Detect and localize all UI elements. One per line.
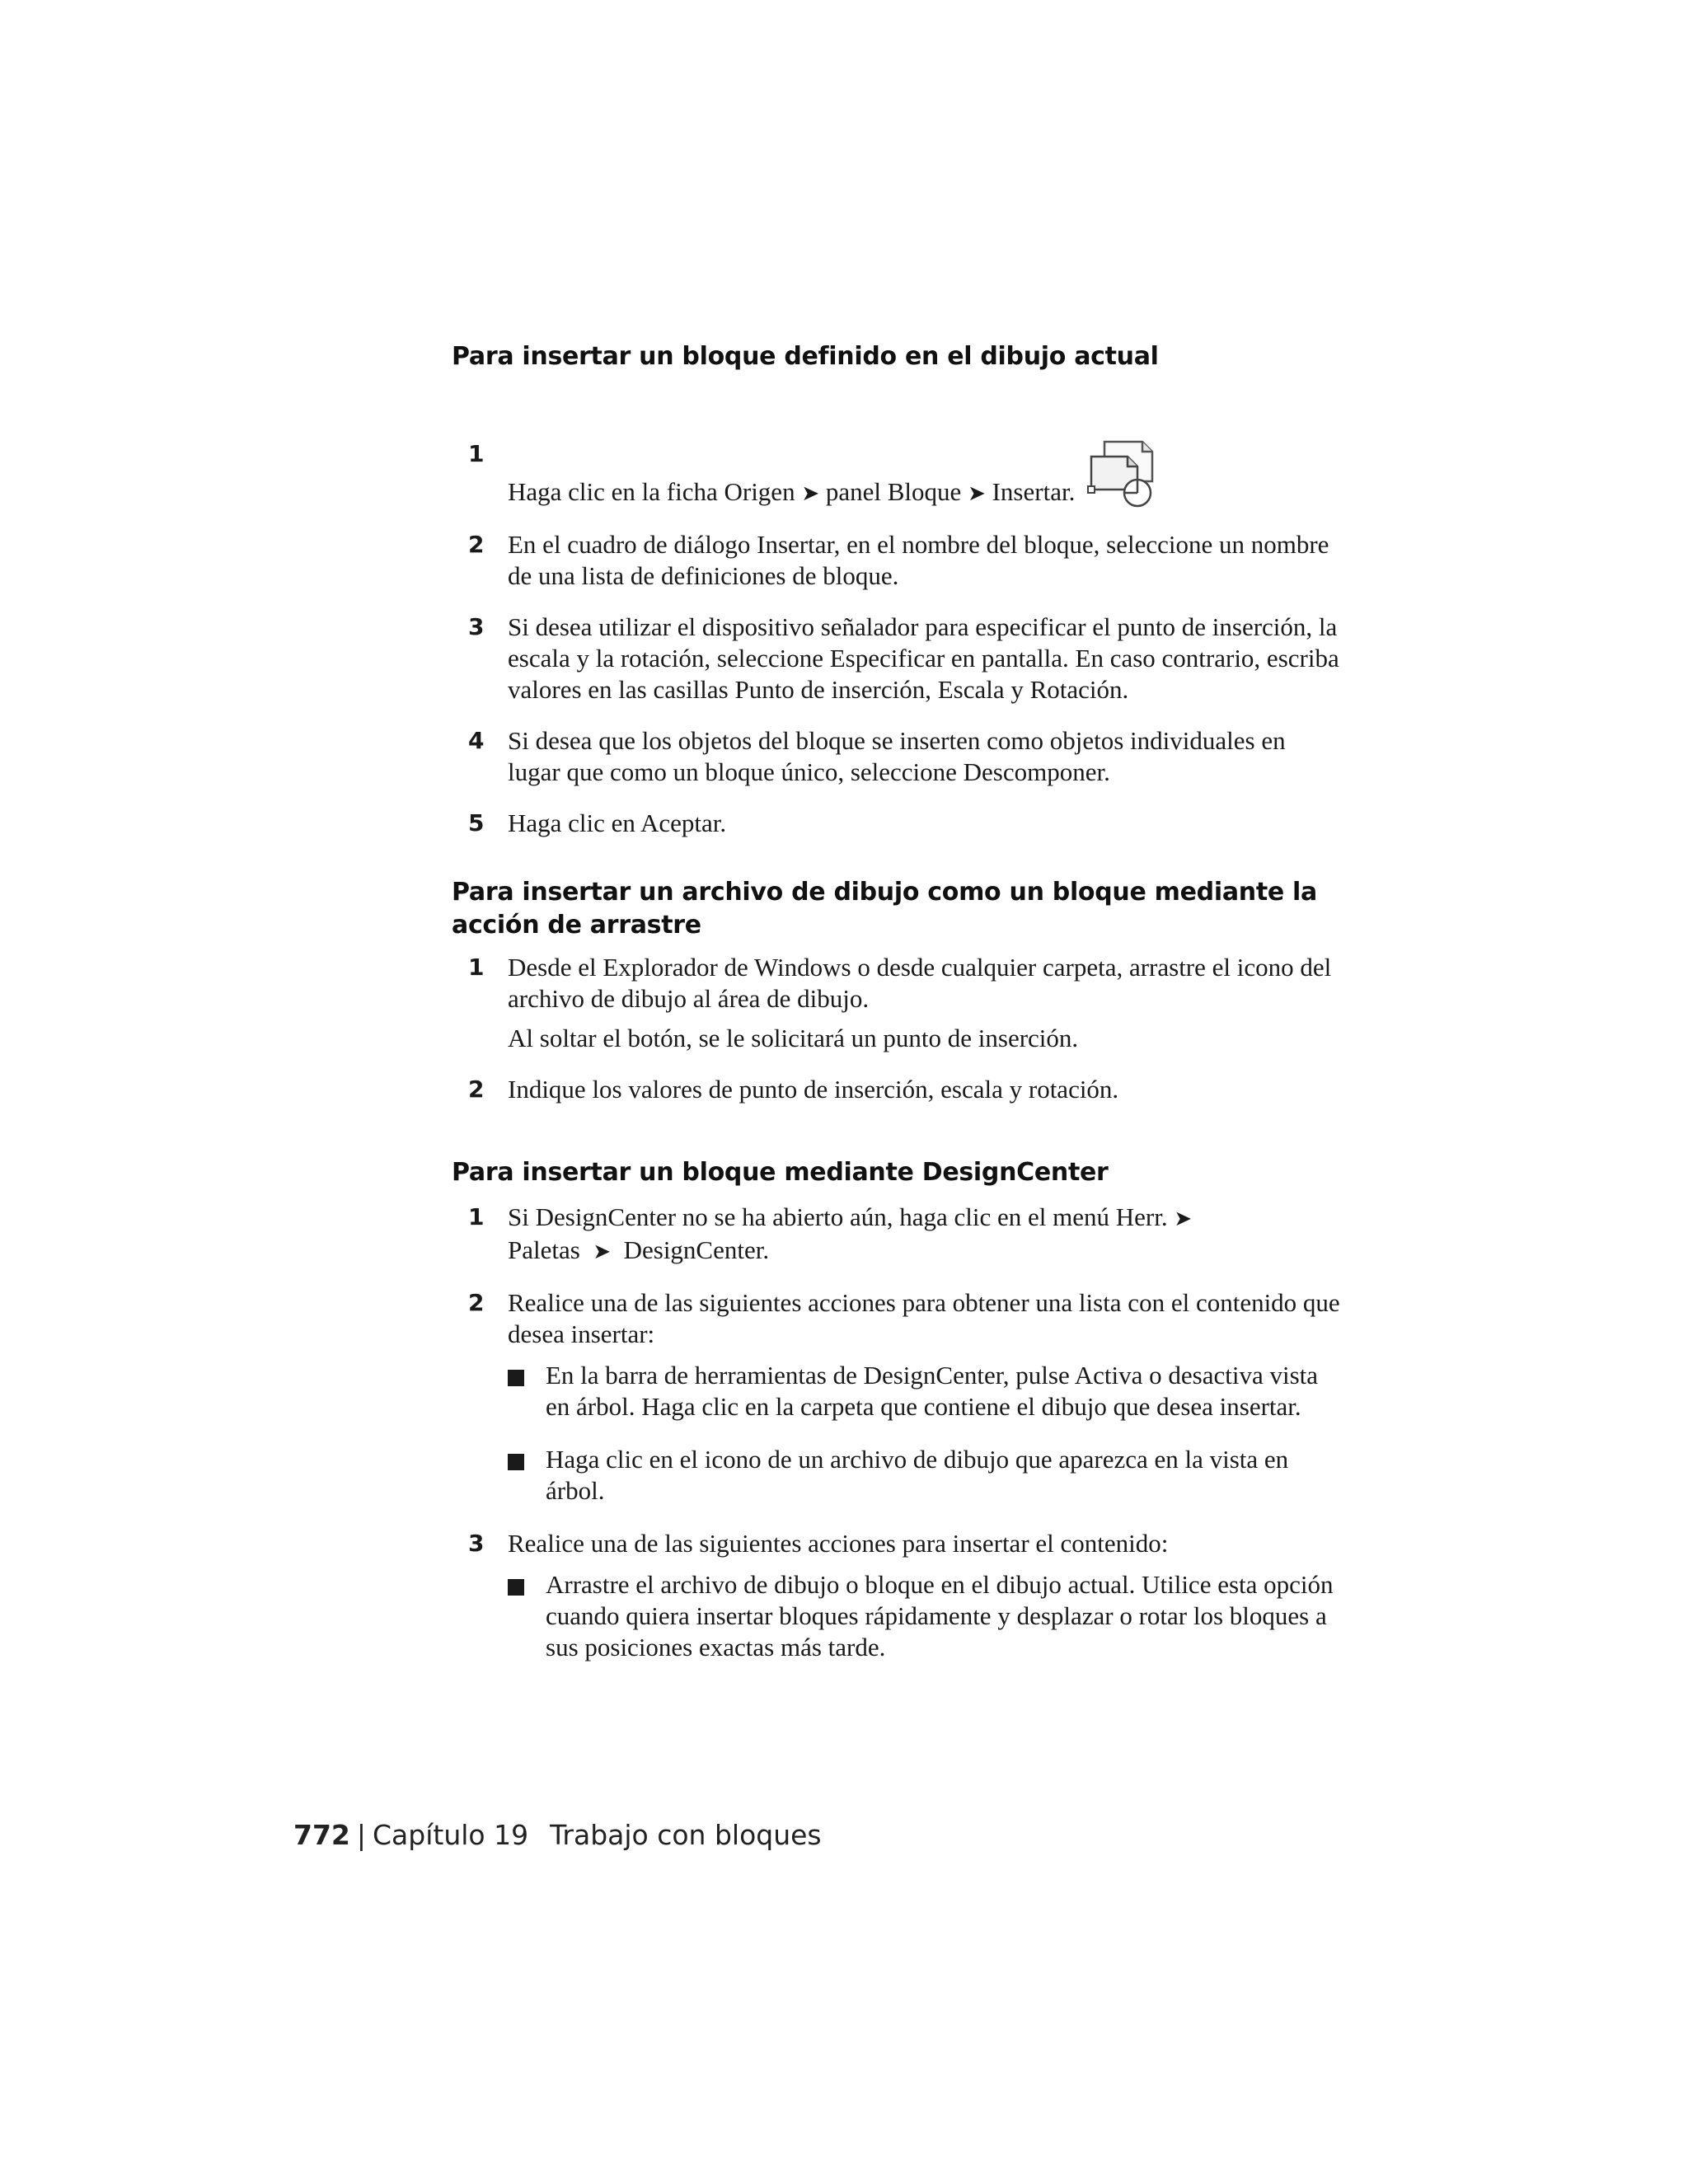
bullet-list [508,1360,1342,1507]
step-text: Desde el Explorador de Windows o desde cualquier carpeta, arrastre el icono del archivo de dibujo al área de dibujo. [508,953,1332,1013]
step-item [452,1202,1342,1268]
step-text: Si desea que los objetos del bloque se inserten como objetos individuales en lugar que como un bloque único, seleccione Descomponer. [508,726,1286,786]
footer-separator: | [356,1819,367,1851]
step-text-part: Si DesignCenter no se ha abierto aún, haga clic en el menú Herr. [508,1202,1168,1231]
arrow-icon: ➤ [1174,1207,1193,1231]
step-number: 1 [468,1203,485,1230]
square-bullet-icon [508,1579,524,1596]
square-bullet-icon [508,1370,524,1386]
bullet-item [508,1444,1342,1507]
step-text: Si desea utilizar el dispositivo señalador para especificar el punto de inserción, la escala y la rotación, seleccione Especificar en pantalla. En caso contrario, escriba valores en las casillas Punto de inserción, Escala y Rotación. [508,612,1339,704]
step-number: 3 [468,613,485,640]
bullet-list [508,1569,1342,1663]
arrow-icon: ➤ [801,481,820,506]
step-text-part: DesignCenter. [623,1235,770,1264]
square-bullet-icon [508,1454,524,1470]
step-number: 3 [468,1530,485,1557]
arrow-icon: ➤ [593,1240,612,1264]
step-item [452,438,1342,509]
bullet-text: Arrastre el archivo de dibujo o bloque en el dibujo actual. Utilice esta opción cuando quiera insertar bloques rápidamente y desplazar o rotar los bloques a sus posiciones exactas más tarde. [546,1570,1334,1661]
step-number: 2 [468,1076,485,1103]
step-text: Realice una de las siguientes acciones para insertar el contenido: [508,1529,1169,1558]
chapter-label: Capítulo 19 [373,1819,529,1851]
step-text [508,438,1342,509]
step-text-part: Haga clic en la ficha Origen [508,477,795,506]
step-text [508,1202,1342,1268]
chapter-title: Trabajo con bloques [550,1819,822,1851]
step-number: 2 [468,531,485,558]
steps-list-drag-drawing [452,952,1342,1125]
section-heading-drag-drawing: Para insertar un archivo de dibujo como un bloque mediante la acción de arrastre [452,878,1317,940]
step-number: 4 [468,727,485,754]
page-number: 772 [293,1819,350,1851]
step-number: 1 [468,440,485,467]
step-number: 5 [468,809,485,837]
step-item [452,529,1342,592]
step-text: Haga clic en Aceptar. [508,808,727,837]
step-item [452,612,1342,705]
bullet-text: En la barra de herramientas de DesignCenter, pulse Activa o desactiva vista en árbol. Haga clic en la carpeta que contiene el dibujo que desea insertar. [546,1361,1319,1421]
step-text-part: Paletas [508,1235,580,1264]
step-text-part: Insertar. [992,477,1076,506]
section-heading-designcenter: Para insertar un bloque mediante DesignCenter [452,1158,1109,1187]
bullet-text: Haga clic en el icono de un archivo de dibujo que aparezca en la vista en árbol. [546,1445,1289,1505]
section-heading-insert-block: Para insertar un bloque definido en el dibujo actual [452,342,1159,371]
page-footer [293,1817,822,1854]
step-item [452,1287,1342,1507]
bullet-item [508,1360,1342,1422]
step-item [452,808,1342,839]
arrow-icon: ➤ [968,481,986,506]
steps-list-designcenter [452,1202,1342,1685]
step-item [452,952,1342,1054]
bullet-item [508,1569,1342,1663]
step-item [452,725,1342,788]
step-text: Realice una de las siguientes acciones para obtener una lista con el contenido que desea insertar: [508,1288,1340,1348]
step-number: 2 [468,1289,485,1316]
step-item [452,1528,1342,1663]
step-text: En el cuadro de diálogo Insertar, en el nombre del bloque, seleccione un nombre de una lista de definiciones de bloque. [508,530,1329,590]
step-number: 1 [468,954,485,981]
steps-list-insert-block [452,438,1342,859]
insert-block-icon [1086,438,1160,509]
step-item [452,1074,1342,1105]
step-text: Indique los valores de punto de inserción, escala y rotación. [508,1075,1119,1104]
step-note: Al soltar el botón, se le solicitará un punto de inserción. [508,1024,1079,1052]
step-text-part: panel Bloque [825,477,962,506]
